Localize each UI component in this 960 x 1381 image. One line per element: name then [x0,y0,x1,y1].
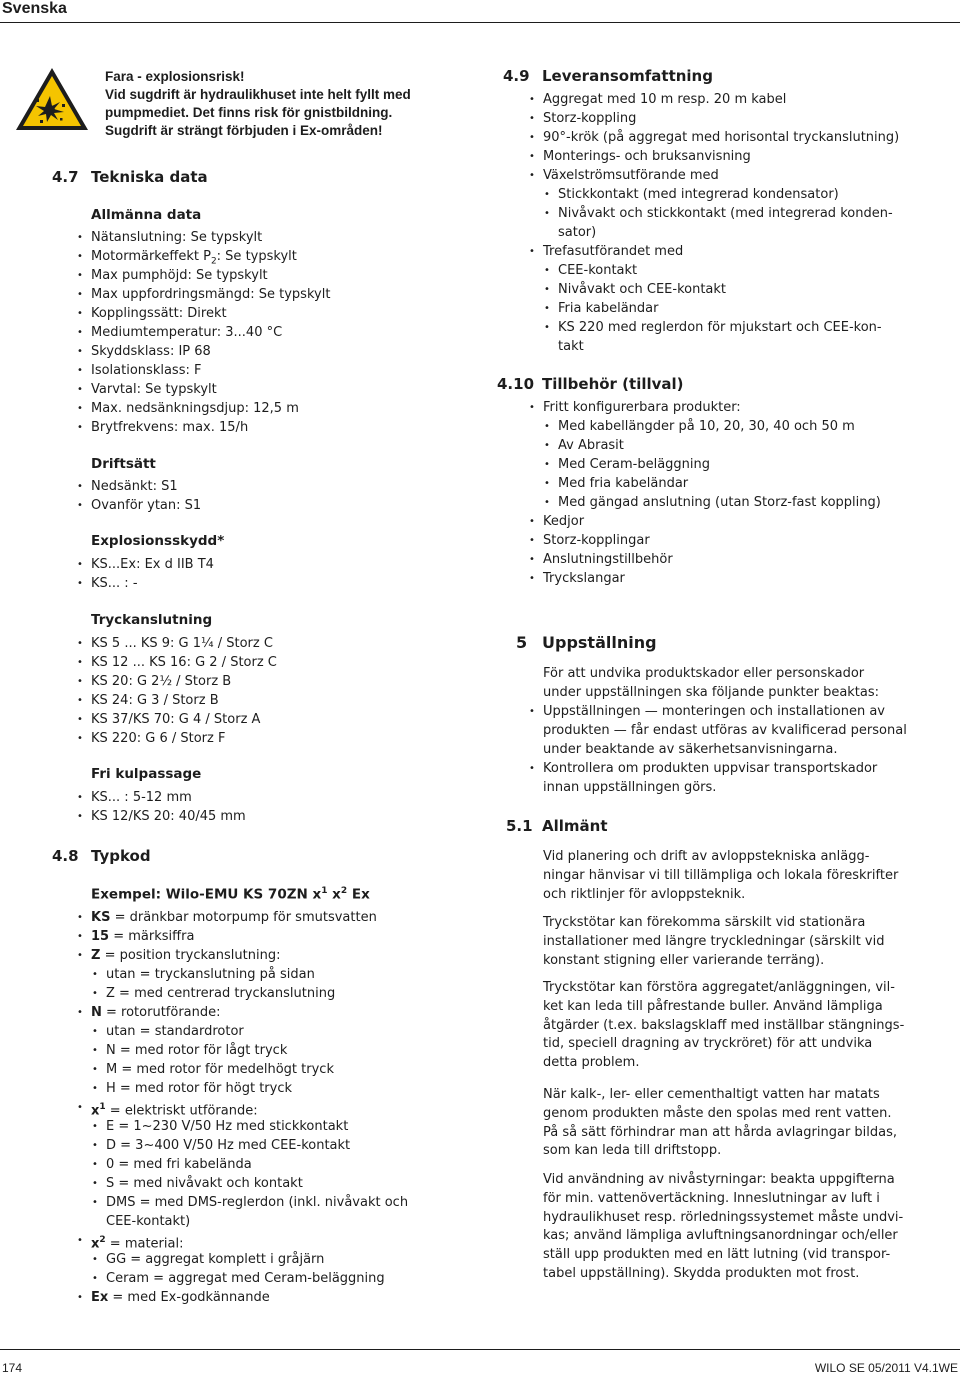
list-item: • KS 220: G 6 / Storz F [91,729,277,748]
list-item: • KS 5 ... KS 9: G 1¼ / Storz C [91,634,277,653]
section-title: Leveransomfattning [542,67,713,85]
paragraph-line: ningar hänvisar vi till tillämpliga och lokala föreskrifter [543,867,899,883]
subheading: Tryckanslutning [91,612,213,628]
paragraph-line: hydraulikhuset resp. rörledningssystemet måste undvi- [543,1209,904,1225]
paragraph-line: under uppställningen ska följande punkter beaktas: [543,684,880,700]
section-title: Allmänt [542,817,608,835]
subheading: Explosionsskydd* [91,533,225,549]
subheading: Allmänna data [91,207,202,223]
list-item: • utan = standardrotor [106,1022,408,1041]
list-item: • KS 24: G 3 / Storz B [91,691,277,710]
superscript: 1 [321,886,328,896]
explosion-warning-icon [14,66,90,132]
code-key: KS [91,910,111,925]
list-item: • KS 12 ... KS 16: G 2 / Storz C [91,653,277,672]
code-key: Z [91,948,101,963]
paragraph-line: På så sätt förhindrar man att hårda avlagringar bildas, [543,1124,898,1140]
section-title: Uppställning [542,633,657,652]
paragraph-line: tid, speciell dragning av tryckröret) för att undvika [543,1036,873,1052]
list-item [91,1098,408,1117]
list-item: • DMS = med DMS-reglerdon (inkl. nivåvakt och [106,1193,408,1212]
paragraph-line: Tryckstötar kan förstöra aggregatet/anläggningen, vil- [543,980,895,995]
paragraph-line: detta problem. [543,1055,640,1071]
superscript: 2 [99,1235,106,1245]
code-key: x [91,1236,100,1252]
list-item: • Mediumtemperatur: 3...40 °C [91,323,330,342]
list-item: • Växelströmsutförande med [543,166,899,185]
list-item: • Brytfrekvens: max. 15/h [91,418,330,437]
section-number: 4.8 [52,847,79,865]
list-item: • CEE-kontakt [558,261,899,280]
typecode-example [91,886,370,903]
warning-line: pumpmediet. Det finns risk för gnistbildning. [105,105,393,120]
list-item: • Trefasutförandet med [543,242,899,261]
list-item: • Nedsänkt: S1 [91,477,201,496]
list-item [91,1288,408,1307]
list-item: • KS 220 med reglerdon för mjukstart och CEE-kon- [558,318,899,337]
drift-list [91,477,201,515]
paragraph-line: konstant stigning eller varierande terräng). [543,952,825,968]
section-number: 5.1 [506,817,533,835]
list-item: • Nivåvakt och stickkontakt (med integrerad konden- [558,204,899,223]
list-item: • 90°-krök (på aggregat med horisontal tryckanslutning) [543,128,899,147]
list-item: • Stickkontakt (med integrerad kondensator) [558,185,899,204]
paragraph [543,979,903,1073]
code-desc: = elektriskt utförande: [105,1103,258,1119]
example-text: x [327,886,341,903]
list-item: • Skyddsklass: IP 68 [91,342,330,361]
list-item: • Kontrollera om produkten uppvisar transportskador [543,759,907,778]
warning-line: Sugdrift är strängt förbjuden i Ex-områden! [105,123,383,138]
paragraph [543,914,903,970]
list-item [91,247,330,266]
code-key: 15 [91,929,110,944]
list-item-continuation: sator) [558,225,597,240]
list-item-continuation: takt [558,339,584,354]
list-item-continuation: innan uppställningen görs. [543,780,717,795]
list-item: • D = 3~400 V/50 Hz med CEE-kontakt [106,1136,408,1155]
list-item: • Ovanför ytan: S1 [91,496,201,515]
list-item [91,1003,408,1022]
subscript: 2 [210,256,217,267]
header-language: Svenska [2,0,67,17]
list-item: • Nätanslutning: Se typskylt [91,228,330,247]
list-item: • Varvtal: Se typskylt [91,380,330,399]
code-key: N [91,1005,102,1020]
list-item: • Tryckslangar [543,569,881,588]
code-key: x [91,1103,100,1119]
section-title: Tekniska data [91,168,208,186]
code-desc: = märksiffra [109,929,195,944]
list-item: • KS 12/KS 20: 40/45 mm [91,807,246,826]
list-item: • Anslutningstillbehör [543,550,881,569]
list-item: • KS...Ex: Ex d IIB T4 [91,555,214,574]
list-item: • Fritt konfigurerbara produkter: [543,398,881,417]
warning-line: Fara - explosionsrisk! [105,69,245,84]
delivery-list [543,90,899,356]
example-text: Exempel: Wilo-EMU KS 70ZN x [91,886,322,903]
example-text: Ex [347,886,370,903]
warning-line: Vid sugdrift är hydraulikhuset inte helt fyllt med [105,87,411,102]
list-item: • Max. nedsänkningsdjup: 12,5 m [91,399,330,418]
ball-list [91,788,246,826]
paragraph-line: Vid användning av nivåstyrningar: beakta uppgifterna [543,1172,895,1187]
list-item: • 0 = med fri kabelända [106,1155,408,1174]
list-item: • Uppställningen — monteringen och installationen av [543,702,907,721]
subheading: Fri kulpassage [91,766,202,782]
section-number: 5 [516,633,528,652]
typecode-list [91,908,408,1307]
list-item: • Ceram = aggregat med Ceram-beläggning [106,1269,408,1288]
code-desc: = rotorutförande: [101,1005,221,1020]
list-item [91,908,408,927]
code-desc: = dränkbar motorpump för smutsvatten [110,910,377,925]
superscript: 1 [99,1102,106,1112]
intro-paragraph [543,665,903,703]
header-divider [0,22,960,23]
section-title: Typkod [91,847,151,865]
list-item: • KS... : - [91,574,214,593]
list-item: • utan = tryckanslutning på sidan [106,965,408,984]
section-number: 4.10 [497,375,535,393]
warning-text [105,68,450,140]
paragraph-line: Tryckstötar kan förekomma särskilt vid stationära [543,915,866,930]
list-item: • N = med rotor för lågt tryck [106,1041,408,1060]
list-item: • Max uppfordringsmängd: Se typskylt [91,285,330,304]
list-item-continuation: CEE-kontakt) [106,1214,191,1229]
list-item: • Av Abrasit [558,436,881,455]
list-item: • Storz-kopplingar [543,531,881,550]
list-item-text: Motormärkeffekt P [91,249,211,264]
subheading: Driftsätt [91,456,156,472]
section-number: 4.9 [503,67,530,85]
paragraph-line: ket kan leda till påfrestande buller. Använd lämpliga [543,998,883,1014]
document-reference: WILO SE 05/2011 V4.1WE [814,1361,958,1375]
list-item: • KS 20: G 2½ / Storz B [91,672,277,691]
section-number: 4.7 [52,168,79,186]
list-item: • Kedjor [543,512,881,531]
code-desc: = med Ex-godkännande [108,1290,270,1305]
ex-list [91,555,214,593]
section-title: Tillbehör (tillval) [542,375,684,393]
code-desc: = material: [105,1236,184,1252]
list-item [91,1231,408,1250]
installation-list [543,702,907,797]
page-number: 174 [2,1361,23,1375]
superscript: 2 [340,886,348,896]
list-item-continuation: produkten — får endast utföras av kvalificerad personal [543,723,907,738]
paragraph-line: åtgärder (t.ex. bakslagsklaff med inställbar stängnings- [543,1017,905,1033]
list-item: • Med kabellängder på 10, 20, 30, 40 och 50 m [558,417,881,436]
list-item-continuation: under beaktande av säkerhetsanvisningarna. [543,742,838,757]
paragraph-line: kas; använd lämpliga avluftningsanordningar och/eller [543,1228,898,1244]
paragraph-line: ställ upp produkten med en lätt lutning (vid transpor- [543,1247,891,1263]
list-item: • Nivåvakt och CEE-kontakt [558,280,899,299]
paragraph-line: installationer med längre tryckledningar (särskilt vid [543,933,885,949]
list-item: • Fria kabeländar [558,299,899,318]
list-item: • Z = med centrerad tryckanslutning [106,984,408,1003]
paragraph [543,848,903,904]
code-key: Ex [91,1290,109,1305]
list-item: • Aggregat med 10 m resp. 20 m kabel [543,90,899,109]
paragraph-line: för min. vattenövertäckning. Inneslutningar av luft i [543,1190,880,1206]
general-data-list [91,228,330,437]
list-item: • Isolationsklass: F [91,361,330,380]
accessories-list [543,398,881,588]
paragraph-line: tabel uppställning). Skydda produkten mot frost. [543,1265,860,1281]
list-item: • Storz-koppling [543,109,899,128]
paragraph-line: genom produkten måste den spolas med rent vatten. [543,1105,892,1121]
list-item: • M = med rotor för medelhögt tryck [106,1060,408,1079]
list-item: • Max pumphöjd: Se typskylt [91,266,330,285]
paragraph-line: och riktlinjer för avloppsteknik. [543,886,746,902]
list-item: • Med fria kabeländar [558,474,881,493]
list-item: • E = 1~230 V/50 Hz med stickkontakt [106,1117,408,1136]
list-item: • Kopplingssätt: Direkt [91,304,330,323]
list-item: • H = med rotor för högt tryck [106,1079,408,1098]
connection-list [91,634,277,748]
list-item: • Med gängad anslutning (utan Storz-fast koppling) [558,493,881,512]
list-item: • KS... : 5-12 mm [91,788,246,807]
list-item: • S = med nivåvakt och kontakt [106,1174,408,1193]
paragraph [543,1171,903,1284]
list-item [91,927,408,946]
footer-divider [0,1349,960,1350]
paragraph [543,1086,903,1161]
list-item: • KS 37/KS 70: G 4 / Storz A [91,710,277,729]
list-item: • Monterings- och bruksanvisning [543,147,899,166]
paragraph-line: som kan leda till driftstopp. [543,1143,722,1159]
paragraph-line: När kalk-, ler- eller cementhaltigt vatten har matats [543,1087,880,1102]
list-item: • Med Ceram-beläggning [558,455,881,474]
list-item-text: : Se typskylt [216,249,297,264]
list-item [91,946,408,965]
paragraph-line: Vid planering och drift av avloppstekniska anlägg- [543,849,870,864]
code-desc: = position tryckanslutning: [100,948,281,963]
paragraph-line: För att undvika produktskador eller personskador [543,666,865,681]
list-item: • GG = aggregat komplett i gråjärn [106,1250,408,1269]
